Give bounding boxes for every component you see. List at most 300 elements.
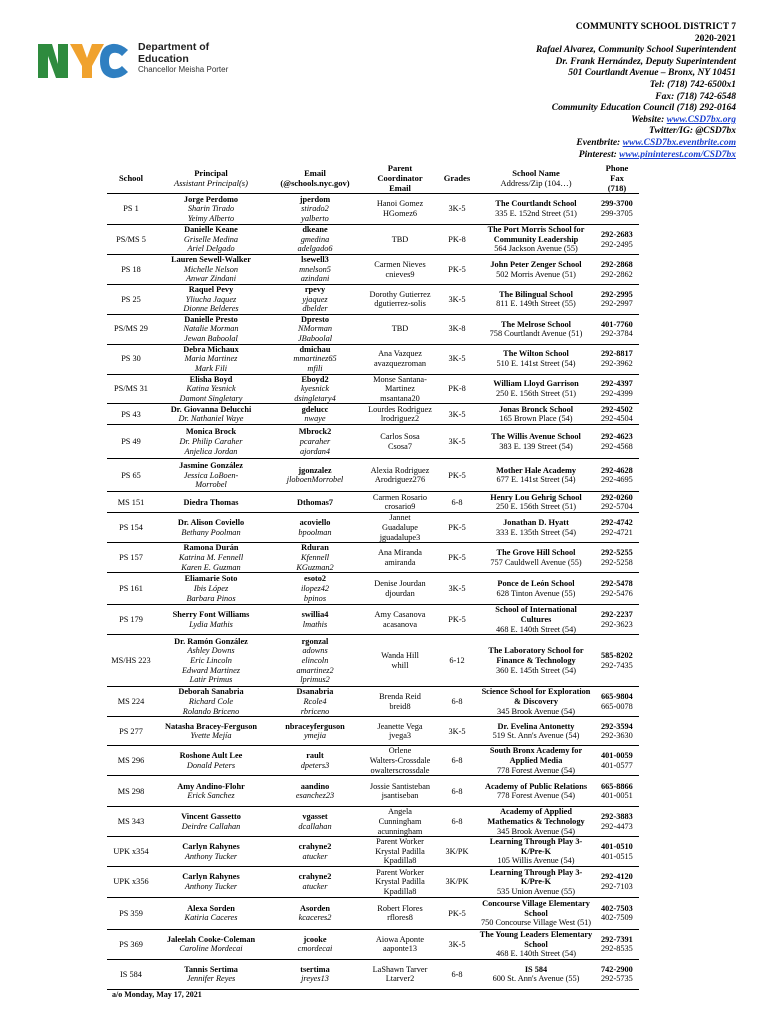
eventbrite-line: Eventbrite: www.CSD7bx.eventbrite.com — [576, 137, 736, 148]
parent-coordinator-line: acasanova — [382, 619, 418, 629]
parent-coordinator-line: Parent Worker — [376, 867, 424, 877]
school-code: PS 49 — [107, 425, 155, 459]
principal-cell — [155, 807, 267, 837]
principal-name: Monica Brock — [185, 427, 237, 437]
school-code: MS 296 — [107, 746, 155, 776]
school-address: 757 Cauldwell Avenue (55) — [490, 557, 582, 567]
phone-cell — [595, 897, 639, 929]
assistant-principal: Damont Singletary — [179, 393, 243, 403]
assistant-email: gmedina — [300, 234, 330, 244]
principal-email: Rduran — [301, 543, 329, 553]
assistant-principal: Karen E. Guzman — [181, 562, 241, 572]
assistant-principal: Erick Sanchez — [187, 791, 235, 801]
school-address: 535 Union Avenue (55) — [497, 886, 575, 896]
school-address: 468 E. 140th Street (54) — [496, 949, 576, 959]
grades: 3K-5 — [437, 344, 477, 374]
school-code: PS/MS 29 — [107, 314, 155, 344]
school-code: PS 369 — [107, 929, 155, 959]
phone-number: 292-4120 — [601, 872, 633, 882]
school-address: 677 E. 141st Street (54) — [496, 475, 576, 485]
email-cell — [267, 897, 363, 929]
fax-number: 401-0051 — [601, 791, 633, 801]
grades: 6-8 — [437, 746, 477, 776]
fax-number: 292-4568 — [601, 441, 633, 451]
grades: 6-8 — [437, 807, 477, 837]
school-name: South Bronx Academy for Applied Media — [489, 746, 583, 766]
principal-name: Carlyn Rahynes — [182, 872, 240, 882]
phone-number: 299-3700 — [601, 199, 633, 209]
school-name: The Port Morris School for Community Leadership — [487, 225, 585, 244]
principal-email: esoto2 — [303, 574, 327, 584]
principal-name: Dr. Giovanna Delucchi — [170, 404, 252, 414]
email-cell — [267, 374, 363, 404]
parent-coordinator-line: Jeanette Vega — [377, 721, 423, 731]
assistant-principal: Barbara Pinos — [186, 593, 236, 603]
phone-number: 292-3594 — [601, 721, 633, 731]
assistant-principal: Dr. Nathaniel Waye — [178, 414, 244, 424]
principal-cell — [155, 929, 267, 959]
pinterest-line: Pinterest: www.pininterest.com/CSD7bx — [578, 149, 736, 160]
fax-number: 299-3705 — [601, 209, 633, 218]
parent-coordinator-line: Csosa7 — [388, 441, 412, 451]
phone-cell — [595, 866, 639, 897]
school-name: The Willis Avenue School — [491, 432, 581, 442]
school-code: PS 359 — [107, 897, 155, 929]
principal-name: Roshone Ault Lee — [179, 751, 243, 761]
principal-name: Amy Andino-Flohr — [177, 781, 245, 791]
assistant-email: KGuzman2 — [296, 562, 334, 572]
assistant-principal: Ibis López — [193, 584, 229, 594]
principal-email: rpevy — [304, 285, 326, 294]
school-address: 345 Brook Avenue (54) — [497, 826, 575, 836]
phone-cell — [595, 959, 639, 989]
parent-coordinator-line: Arodriguez276 — [374, 475, 426, 485]
assistant-email: kcaceres2 — [298, 913, 332, 923]
school-name-cell — [477, 746, 595, 776]
fax-number: 292-3630 — [601, 731, 633, 741]
principal-cell — [155, 573, 267, 605]
assistant-principal: Katiria Caceres — [184, 913, 238, 923]
school-name-cell — [477, 959, 595, 989]
parent-coordinator-cell — [363, 225, 437, 255]
phone-number: 292-8817 — [601, 349, 633, 359]
school-address: 333 E. 135th Street (54) — [496, 527, 576, 537]
parent-coordinator-cell — [363, 573, 437, 605]
school-name: Science School for Exploration & Discovery — [481, 687, 591, 707]
assistant-principal: Jessica LoBoen- — [183, 470, 239, 480]
principal-email: crahyne2 — [298, 872, 332, 882]
assistant-principal: Richard Cole — [188, 697, 234, 707]
principal-name: Vincent Gassetto — [181, 812, 241, 822]
assistant-principal: Anwar Zindani — [185, 274, 237, 284]
principal-cell — [155, 513, 267, 543]
principal-cell — [155, 776, 267, 807]
eventbrite-link[interactable]: www.CSD7bx.eventbrite.com — [622, 137, 736, 148]
parent-coordinator-line: Lourdes Rodriguez — [368, 404, 432, 414]
assistant-email: Kfennell — [300, 553, 330, 563]
school-name: Jonas Bronck School — [498, 404, 574, 414]
phone-number: 585-8202 — [601, 651, 633, 661]
header-line: Community Education Council (718) 292-0164 — [551, 103, 736, 114]
phone-cell — [595, 492, 639, 513]
principal-email: lsewell3 — [301, 255, 329, 265]
email-cell — [267, 425, 363, 459]
parent-coordinator-line: Kpadilla8 — [383, 856, 417, 866]
pinterest-link[interactable]: www.pininterest.com/CSD7bx — [619, 149, 736, 160]
parent-coordinator-line: Robert Flores — [377, 903, 423, 913]
col-grades: Grades — [437, 163, 477, 194]
parent-coordinator-line: aaponte13 — [382, 944, 418, 954]
parent-coordinator-cell — [363, 344, 437, 374]
parent-coordinator-cell — [363, 866, 437, 897]
assistant-email: adelgado6 — [297, 244, 333, 254]
school-address: 600 St. Ann's Avenue (55) — [492, 974, 580, 984]
school-code: MS/HS 223 — [107, 635, 155, 687]
phone-cell — [595, 374, 639, 404]
col-school: School — [107, 163, 155, 194]
fax-number: 401-0577 — [601, 760, 633, 770]
school-code: PS 1 — [107, 194, 155, 225]
table-row — [107, 492, 639, 513]
school-address: 105 Willis Avenue (54) — [497, 856, 575, 866]
phone-number: 292-4628 — [601, 465, 633, 475]
principal-cell — [155, 635, 267, 687]
parent-coordinator-cell — [363, 605, 437, 635]
principal-cell — [155, 605, 267, 635]
header-line: Fax: (718) 742-6548 — [655, 91, 736, 102]
table-row — [107, 866, 639, 897]
assistant-email: dsingletary4 — [294, 393, 336, 403]
col-email: Email (@schools.nyc.gov) — [267, 163, 363, 194]
parent-coordinator-line: Guadalupe — [382, 523, 418, 533]
parent-coordinator-line: Denise Jourdan — [374, 579, 426, 589]
parent-coordinator-line: LaShawn Tarver — [372, 964, 428, 974]
school-code: PS 154 — [107, 513, 155, 543]
phone-number: 292-2995 — [601, 289, 633, 299]
school-address: 383 E. 139 Street (54) — [499, 441, 573, 451]
school-name-cell — [477, 255, 595, 285]
school-name: Ponce de León School — [497, 579, 575, 589]
phone-number: 292-2237 — [601, 610, 633, 620]
phone-number: 292-7391 — [601, 934, 633, 944]
school-code: MS 151 — [107, 492, 155, 513]
parent-coordinator-line: owalterscrossdale — [370, 765, 430, 775]
parent-coordinator-cell — [363, 837, 437, 867]
table-row — [107, 344, 639, 374]
table-row — [107, 404, 639, 425]
parent-coordinator-line: crosario9 — [384, 502, 416, 512]
assistant-principal: Katrina M. Fennell — [178, 553, 244, 563]
phone-cell — [595, 513, 639, 543]
assistant-email: ymejia — [303, 731, 327, 741]
assistant-principal: Rolando Briceno — [182, 706, 240, 716]
email-cell — [267, 513, 363, 543]
principal-email: Asorden — [300, 903, 330, 913]
table-row — [107, 513, 639, 543]
school-code: PS 277 — [107, 717, 155, 746]
parent-coordinator-line: Ltarver2 — [385, 974, 415, 984]
principal-name: Lauren Sewell-Walker — [171, 255, 251, 265]
phone-number: 401-0059 — [601, 751, 633, 761]
school-code: MS 224 — [107, 687, 155, 717]
assistant-email: JBaboolal — [297, 333, 333, 343]
twitter-line: Twitter/IG: @CSD7bx — [649, 126, 736, 137]
school-name: John Peter Zenger School — [490, 259, 582, 269]
website-link[interactable]: www.CSD7bx.org — [666, 114, 736, 125]
email-cell — [267, 492, 363, 513]
table-row — [107, 605, 639, 635]
principal-email: Dpresto — [301, 314, 329, 324]
school-name: School of International Cultures — [495, 605, 577, 625]
assistant-email: lprimus2 — [300, 675, 330, 685]
fax-number: 292-2495 — [601, 239, 633, 249]
school-name-cell — [477, 573, 595, 605]
school-name: IS 584 — [524, 964, 548, 974]
fax-number: 402-7509 — [601, 913, 633, 923]
fax-number: 292-5476 — [601, 588, 633, 598]
department-line-2: Education — [138, 53, 189, 65]
school-code: PS 43 — [107, 404, 155, 425]
parent-coordinator-cell — [363, 374, 437, 404]
assistant-principal: Eric Lincoln — [190, 656, 232, 666]
parent-coordinator-line: Carmen Nieves — [374, 259, 426, 269]
school-address: 564 Jackson Avenue (55) — [494, 244, 578, 254]
school-address: 778 Forest Avenue (54) — [497, 765, 575, 775]
principal-cell — [155, 344, 267, 374]
parent-coordinator-cell — [363, 543, 437, 573]
school-code: PS 179 — [107, 605, 155, 635]
grades: 3K-5 — [437, 285, 477, 315]
parent-coordinator-line: Amy Casanova — [374, 610, 426, 620]
fax-number: 665-0078 — [601, 701, 633, 711]
phone-cell — [595, 314, 639, 344]
phone-number: 742-2900 — [601, 964, 633, 974]
email-cell — [267, 225, 363, 255]
principal-name: Eliamarie Soto — [184, 574, 238, 584]
principal-cell — [155, 285, 267, 315]
principal-cell — [155, 717, 267, 746]
fax-number: 401-0515 — [601, 851, 633, 861]
phone-number: 665-8866 — [601, 781, 633, 791]
parent-coordinator-line: Monse Santana- — [373, 374, 427, 384]
school-address: 502 Morris Avenue (51) — [496, 269, 576, 279]
phone-number: 402-7503 — [601, 903, 633, 913]
col-school-name: School Name Address/Zip (104…) — [477, 163, 595, 194]
assistant-email: dpeters3 — [300, 760, 330, 770]
email-cell — [267, 344, 363, 374]
principal-email: rgonzal — [301, 636, 329, 646]
assistant-email: adowns — [302, 646, 328, 656]
table-row — [107, 807, 639, 837]
grades: 3K-5 — [437, 929, 477, 959]
school-address: 250 E. 156th Street (51) — [496, 502, 576, 512]
phone-cell — [595, 573, 639, 605]
principal-email: nbraceyferguson — [285, 721, 345, 731]
assistant-email: pcaraher — [299, 437, 331, 447]
phone-number: 292-2868 — [601, 259, 633, 269]
table-row — [107, 776, 639, 807]
email-cell — [267, 635, 363, 687]
parent-coordinator-line: msantana20 — [380, 393, 420, 403]
header-line: Tel: (718) 742-6500x1 — [649, 79, 736, 90]
principal-email: Dthomas7 — [297, 497, 333, 507]
school-name-cell — [477, 837, 595, 867]
grades: PK-5 — [437, 255, 477, 285]
school-name: Learning Through Play 3-K/Pre-K — [489, 867, 583, 887]
parent-coordinator-cell — [363, 513, 437, 543]
grades: 3K/PK — [437, 866, 477, 897]
assistant-email: yalberto — [301, 213, 329, 223]
grades: 3K-8 — [437, 314, 477, 344]
assistant-principal: Anthony Tucker — [184, 881, 238, 891]
parent-coordinator-line: lrodriguez2 — [380, 414, 420, 424]
principal-name: Raquel Pevy — [188, 285, 234, 294]
principal-name: Debra Michaux — [183, 344, 239, 354]
school-name-cell — [477, 687, 595, 717]
col-principal: Principal Assistant Principal(s) — [155, 163, 267, 194]
parent-coordinator-line: Aiowa Aponte — [375, 934, 425, 944]
school-code: PS 161 — [107, 573, 155, 605]
phone-cell — [595, 746, 639, 776]
principal-email: jperdom — [299, 194, 331, 204]
principal-email: swillia4 — [301, 610, 329, 620]
principal-email: jgonzalez — [298, 465, 332, 475]
parent-coordinator-line: acunningham — [377, 826, 423, 836]
parent-coordinator-line: dgutierrez-solis — [374, 299, 426, 309]
principal-cell — [155, 746, 267, 776]
school-code: PS/MS 5 — [107, 225, 155, 255]
parent-coordinator-cell — [363, 807, 437, 837]
principal-cell — [155, 255, 267, 285]
fax-number: 292-5258 — [601, 557, 633, 567]
grades: PK-5 — [437, 459, 477, 492]
table-row — [107, 459, 639, 492]
phone-cell — [595, 929, 639, 959]
parent-coordinator-cell — [363, 635, 437, 687]
phone-number: 292-4502 — [601, 404, 633, 414]
principal-name: Dr. Alison Coviello — [177, 518, 245, 528]
parent-coordinator-line: jsantiseban — [381, 791, 419, 801]
school-name: The Laboratory School for Finance & Technology — [488, 646, 584, 666]
principal-email: Eboyd2 — [301, 374, 329, 384]
fax-number: 292-5735 — [601, 974, 633, 984]
phone-number: 292-4397 — [601, 379, 633, 389]
grades: PK-8 — [437, 374, 477, 404]
grades: 6-8 — [437, 687, 477, 717]
principal-email: tsertima — [300, 964, 330, 974]
assistant-principal: Dionne Belderes — [183, 304, 239, 314]
school-name: Henry Lou Gehrig School — [490, 492, 582, 502]
school-name-cell — [477, 344, 595, 374]
header-line: Rafael Alvarez, Community School Superintendent — [536, 45, 736, 56]
principal-cell — [155, 837, 267, 867]
assistant-principal: Morrobel — [195, 480, 227, 490]
school-code: MS 298 — [107, 776, 155, 807]
table-row — [107, 255, 639, 285]
school-address: 165 Brown Place (54) — [499, 414, 573, 424]
assistant-email: rbriceno — [300, 706, 330, 716]
parent-coordinator-line: rflores8 — [387, 913, 413, 923]
principal-name: Dr. Ramón González — [174, 636, 248, 646]
parent-coordinator-line: Angela — [388, 807, 412, 817]
school-name-cell — [477, 807, 595, 837]
school-code: PS 25 — [107, 285, 155, 315]
fax-number: 292-4504 — [601, 414, 633, 424]
principal-email: crahyne2 — [298, 841, 332, 851]
principal-name: Jorge Perdomo — [183, 194, 239, 204]
school-name-cell — [477, 513, 595, 543]
school-name-cell — [477, 194, 595, 225]
assistant-email: dbelder — [302, 304, 328, 314]
phone-cell — [595, 425, 639, 459]
principal-email: Mbrock2 — [298, 427, 332, 437]
principal-name: Sherry Font Williams — [172, 610, 250, 620]
principal-name: Diedra Thomas — [183, 497, 239, 507]
fax-number: 292-2997 — [601, 299, 633, 309]
assistant-principal: Donald Peters — [186, 760, 236, 770]
table-row — [107, 194, 639, 225]
table-row — [107, 717, 639, 746]
principal-email: gdelucc — [301, 404, 329, 414]
email-cell — [267, 717, 363, 746]
parent-coordinator-line: Wanda Hill — [381, 651, 419, 661]
principal-name: Deborah Sanabria — [178, 687, 244, 697]
fax-number: 292-4399 — [601, 388, 633, 398]
assistant-email: amartinez2 — [296, 665, 334, 675]
school-name-cell — [477, 605, 595, 635]
school-name: Academy of Public Relations — [484, 781, 588, 791]
nyc-doe-logo — [36, 40, 236, 80]
phone-number: 665-9804 — [601, 692, 633, 702]
principal-email: aandino — [300, 781, 330, 791]
parent-coordinator-line: Cunningham — [378, 816, 422, 826]
principal-email: vgasset — [302, 812, 328, 822]
header-line: Dr. Frank Hernández, Deputy Superintendent — [555, 56, 736, 67]
table-row — [107, 285, 639, 315]
principal-email: acoviello — [299, 518, 331, 528]
assistant-principal: Anthony Tucker — [184, 851, 238, 861]
assistant-principal: Deirdre Callahan — [181, 821, 241, 831]
assistant-principal: Natalie Morman — [183, 324, 239, 334]
parent-coordinator-line: Kpadilla8 — [383, 886, 417, 896]
parent-coordinator-cell — [363, 425, 437, 459]
header-line: COMMUNITY SCHOOL DISTRICT 7 — [575, 22, 736, 32]
parent-coordinator-line: cnieves9 — [385, 269, 415, 279]
phone-cell — [595, 837, 639, 867]
school-name-cell — [477, 225, 595, 255]
email-cell — [267, 404, 363, 425]
assistant-email: atucker — [302, 851, 328, 861]
parent-coordinator-line: jvega3 — [388, 731, 412, 741]
assistant-email: esanchez23 — [295, 791, 335, 801]
grades: PK-5 — [437, 513, 477, 543]
email-cell — [267, 543, 363, 573]
fax-number: 292-7435 — [601, 660, 633, 670]
table-row — [107, 573, 639, 605]
parent-coordinator-cell — [363, 746, 437, 776]
parent-coordinator-line: Krystal Padilla — [375, 877, 425, 887]
school-address: 750 Concourse Village West (51) — [480, 918, 592, 928]
school-address: 628 Tinton Avenue (55) — [496, 588, 576, 598]
school-address: 811 E. 149th Street (55) — [496, 299, 576, 309]
principal-email: rault — [306, 751, 324, 761]
fax-number: 292-7103 — [601, 881, 633, 891]
parent-coordinator-cell — [363, 687, 437, 717]
assistant-email: ilopez42 — [300, 584, 330, 594]
phone-cell — [595, 459, 639, 492]
school-name: The Courtlandt School — [495, 199, 577, 209]
grades: 3K-5 — [437, 425, 477, 459]
